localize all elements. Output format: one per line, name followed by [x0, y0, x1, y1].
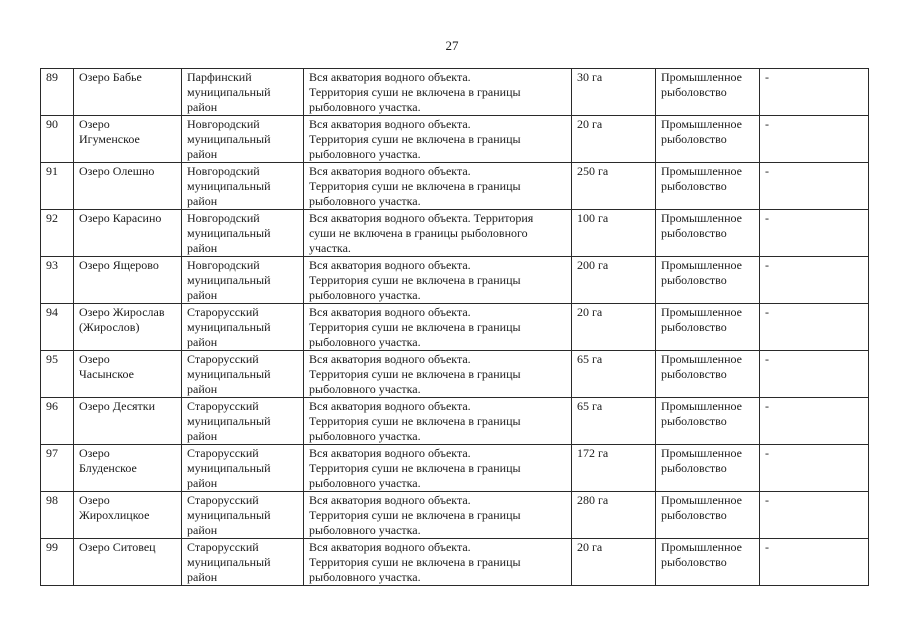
boundary-description-cell-line: Территория суши не включена в границы: [309, 132, 521, 146]
usage-type-cell-line: рыболовство: [661, 85, 727, 99]
usage-type-cell-line: рыболовство: [661, 132, 727, 146]
district-cell-line: муниципальный: [187, 508, 271, 522]
boundary-description-cell-line: рыболовного участка.: [309, 147, 421, 161]
table-row: [41, 163, 869, 210]
area-cell: 20 га: [572, 539, 656, 586]
district-cell-line: Новгородский: [187, 164, 260, 178]
boundary-description-cell-line: рыболовного участка.: [309, 100, 421, 114]
lake-name-cell: [74, 304, 182, 351]
boundary-description-cell-line: Территория суши не включена в границы: [309, 461, 521, 475]
lake-name-cell-line: Озеро: [79, 352, 110, 366]
district-cell-line: муниципальный: [187, 132, 271, 146]
lake-name-cell-line: Блуденское: [79, 461, 137, 475]
lake-name-cell: [74, 163, 182, 210]
usage-type-cell-line: Промышленное: [661, 399, 742, 413]
row-number-cell: 99: [41, 539, 74, 586]
lake-name-cell-line: Игуменское: [79, 132, 140, 146]
boundary-description-cell: [304, 304, 572, 351]
lake-name-cell-line: Озеро Олешно: [79, 164, 155, 178]
boundary-description-cell-line: рыболовного участка.: [309, 476, 421, 490]
note-cell: -: [760, 539, 869, 586]
district-cell-line: район: [187, 241, 218, 255]
boundary-description-cell-line: рыболовного участка.: [309, 570, 421, 584]
boundary-description-cell-line: рыболовного участка.: [309, 194, 421, 208]
fishing-areas-table: [40, 68, 869, 586]
lake-name-cell-line: Озеро: [79, 493, 110, 507]
district-cell-line: Старорусский: [187, 493, 259, 507]
boundary-description-cell-line: рыболовного участка.: [309, 523, 421, 537]
usage-type-cell-line: рыболовство: [661, 508, 727, 522]
lake-name-cell-line: Озеро Карасино: [79, 211, 162, 225]
district-cell: [182, 257, 304, 304]
lake-name-cell: [74, 257, 182, 304]
district-cell-line: Парфинский: [187, 70, 252, 84]
usage-type-cell: [656, 445, 760, 492]
usage-type-cell: [656, 398, 760, 445]
area-cell: 250 га: [572, 163, 656, 210]
district-cell-line: Новгородский: [187, 211, 260, 225]
note-cell: -: [760, 69, 869, 116]
district-cell: [182, 69, 304, 116]
note-cell: -: [760, 163, 869, 210]
lake-name-cell: [74, 210, 182, 257]
boundary-description-cell-line: Территория суши не включена в границы: [309, 555, 521, 569]
boundary-description-cell-line: Вся акватория водного объекта.: [309, 117, 471, 131]
boundary-description-cell-line: Вся акватория водного объекта.: [309, 399, 471, 413]
boundary-description-cell-line: рыболовного участка.: [309, 335, 421, 349]
district-cell-line: район: [187, 194, 218, 208]
district-cell: [182, 492, 304, 539]
district-cell-line: муниципальный: [187, 414, 271, 428]
lake-name-cell-line: Озеро Ситовец: [79, 540, 156, 554]
usage-type-cell-line: рыболовство: [661, 414, 727, 428]
row-number-cell: 89: [41, 69, 74, 116]
row-number-cell: 92: [41, 210, 74, 257]
district-cell-line: муниципальный: [187, 179, 271, 193]
table-row: [41, 445, 869, 492]
district-cell: [182, 351, 304, 398]
table-row: [41, 116, 869, 163]
usage-type-cell-line: рыболовство: [661, 367, 727, 381]
table-row: [41, 539, 869, 586]
usage-type-cell: [656, 116, 760, 163]
district-cell-line: муниципальный: [187, 85, 271, 99]
area-cell: 30 га: [572, 69, 656, 116]
note-cell: -: [760, 445, 869, 492]
district-cell-line: район: [187, 476, 218, 490]
lake-name-cell: [74, 492, 182, 539]
table-row: [41, 210, 869, 257]
usage-type-cell-line: Промышленное: [661, 493, 742, 507]
district-cell-line: Старорусский: [187, 305, 259, 319]
boundary-description-cell-line: Вся акватория водного объекта.: [309, 493, 471, 507]
note-cell: -: [760, 492, 869, 539]
row-number-cell: 94: [41, 304, 74, 351]
row-number-cell: 97: [41, 445, 74, 492]
district-cell-line: муниципальный: [187, 555, 271, 569]
district-cell-line: Старорусский: [187, 399, 259, 413]
boundary-description-cell-line: Территория суши не включена в границы: [309, 85, 521, 99]
boundary-description-cell-line: Территория суши не включена в границы: [309, 273, 521, 287]
table-row: [41, 69, 869, 116]
area-cell: 20 га: [572, 116, 656, 163]
row-number-cell: 96: [41, 398, 74, 445]
row-number-cell: 91: [41, 163, 74, 210]
row-number-cell: 93: [41, 257, 74, 304]
boundary-description-cell-line: Вся акватория водного объекта.: [309, 164, 471, 178]
usage-type-cell-line: рыболовство: [661, 179, 727, 193]
boundary-description-cell-line: рыболовного участка.: [309, 429, 421, 443]
lake-name-cell: [74, 116, 182, 163]
table-row: [41, 351, 869, 398]
usage-type-cell: [656, 304, 760, 351]
district-cell-line: Старорусский: [187, 540, 259, 554]
district-cell: [182, 210, 304, 257]
boundary-description-cell: [304, 210, 572, 257]
area-cell: 172 га: [572, 445, 656, 492]
boundary-description-cell-line: рыболовного участка.: [309, 288, 421, 302]
boundary-description-cell-line: Территория суши не включена в границы: [309, 367, 521, 381]
usage-type-cell-line: Промышленное: [661, 305, 742, 319]
lake-name-cell: [74, 351, 182, 398]
table-row: [41, 398, 869, 445]
boundary-description-cell-line: Вся акватория водного объекта.: [309, 258, 471, 272]
boundary-description-cell: [304, 69, 572, 116]
note-cell: -: [760, 210, 869, 257]
area-cell: 65 га: [572, 351, 656, 398]
district-cell-line: муниципальный: [187, 367, 271, 381]
area-cell: 280 га: [572, 492, 656, 539]
district-cell: [182, 116, 304, 163]
table-row: [41, 304, 869, 351]
usage-type-cell-line: Промышленное: [661, 540, 742, 554]
note-cell: -: [760, 304, 869, 351]
lake-name-cell-line: (Жирослов): [79, 320, 140, 334]
lake-name-cell: [74, 539, 182, 586]
usage-type-cell: [656, 351, 760, 398]
note-cell: -: [760, 116, 869, 163]
usage-type-cell: [656, 163, 760, 210]
district-cell-line: Старорусский: [187, 352, 259, 366]
district-cell-line: район: [187, 288, 218, 302]
district-cell-line: район: [187, 100, 218, 114]
boundary-description-cell: [304, 351, 572, 398]
usage-type-cell-line: рыболовство: [661, 320, 727, 334]
boundary-description-cell-line: рыболовного участка.: [309, 382, 421, 396]
usage-type-cell: [656, 210, 760, 257]
lake-name-cell-line: Озеро Десятки: [79, 399, 156, 413]
boundary-description-cell-line: Вся акватория водного объекта.: [309, 540, 471, 554]
note-cell: -: [760, 257, 869, 304]
usage-type-cell: [656, 539, 760, 586]
lake-name-cell-line: Жирохлицкое: [79, 508, 150, 522]
district-cell-line: Старорусский: [187, 446, 259, 460]
row-number-cell: 90: [41, 116, 74, 163]
district-cell-line: район: [187, 382, 218, 396]
lake-name-cell-line: Озеро Ящерово: [79, 258, 159, 272]
boundary-description-cell-line: Вся акватория водного объекта.: [309, 305, 471, 319]
boundary-description-cell: [304, 539, 572, 586]
district-cell: [182, 398, 304, 445]
usage-type-cell-line: Промышленное: [661, 164, 742, 178]
usage-type-cell-line: Промышленное: [661, 352, 742, 366]
district-cell-line: Новгородский: [187, 117, 260, 131]
area-cell: 65 га: [572, 398, 656, 445]
district-cell-line: район: [187, 335, 218, 349]
boundary-description-cell: [304, 398, 572, 445]
district-cell-line: район: [187, 147, 218, 161]
boundary-description-cell-line: Вся акватория водного объекта.: [309, 352, 471, 366]
usage-type-cell-line: рыболовство: [661, 273, 727, 287]
lake-name-cell-line: Озеро Бабье: [79, 70, 142, 84]
district-cell-line: район: [187, 570, 218, 584]
area-cell: 200 га: [572, 257, 656, 304]
boundary-description-cell: [304, 492, 572, 539]
district-cell-line: Новгородский: [187, 258, 260, 272]
boundary-description-cell-line: участка.: [309, 241, 351, 255]
row-number-cell: 95: [41, 351, 74, 398]
boundary-description-cell: [304, 116, 572, 163]
district-cell-line: муниципальный: [187, 461, 271, 475]
note-cell: -: [760, 351, 869, 398]
usage-type-cell-line: рыболовство: [661, 226, 727, 240]
boundary-description-cell-line: Территория суши не включена в границы: [309, 320, 521, 334]
page-number: 27: [445, 38, 459, 53]
district-cell-line: муниципальный: [187, 273, 271, 287]
usage-type-cell-line: Промышленное: [661, 70, 742, 84]
usage-type-cell: [656, 492, 760, 539]
boundary-description-cell-line: Территория суши не включена в границы: [309, 414, 521, 428]
boundary-description-cell-line: Территория суши не включена в границы: [309, 508, 521, 522]
area-cell: 20 га: [572, 304, 656, 351]
usage-type-cell-line: Промышленное: [661, 446, 742, 460]
usage-type-cell-line: рыболовство: [661, 555, 727, 569]
lake-name-cell: [74, 398, 182, 445]
lake-name-cell-line: Озеро: [79, 117, 110, 131]
usage-type-cell-line: Промышленное: [661, 258, 742, 272]
boundary-description-cell-line: Вся акватория водного объекта.: [309, 70, 471, 84]
lake-name-cell-line: Часынское: [79, 367, 134, 381]
lake-name-cell: [74, 445, 182, 492]
district-cell-line: муниципальный: [187, 320, 271, 334]
boundary-description-cell-line: Территория суши не включена в границы: [309, 179, 521, 193]
lake-name-cell: [74, 69, 182, 116]
district-cell: [182, 445, 304, 492]
boundary-description-cell: [304, 257, 572, 304]
note-cell: -: [760, 398, 869, 445]
boundary-description-cell-line: Вся акватория водного объекта. Территория: [309, 211, 534, 225]
district-cell-line: муниципальный: [187, 226, 271, 240]
usage-type-cell-line: Промышленное: [661, 211, 742, 225]
usage-type-cell-line: Промышленное: [661, 117, 742, 131]
table-body: [41, 69, 869, 586]
district-cell-line: район: [187, 429, 218, 443]
district-cell: [182, 304, 304, 351]
lake-name-cell-line: Озеро Жирослав: [79, 305, 165, 319]
boundary-description-cell-line: суши не включена в границы рыболовного: [309, 226, 528, 240]
district-cell-line: район: [187, 523, 218, 537]
table-row: [41, 492, 869, 539]
area-cell: 100 га: [572, 210, 656, 257]
boundary-description-cell: [304, 163, 572, 210]
row-number-cell: 98: [41, 492, 74, 539]
district-cell: [182, 539, 304, 586]
lake-name-cell-line: Озеро: [79, 446, 110, 460]
table-row: [41, 257, 869, 304]
usage-type-cell: [656, 69, 760, 116]
usage-type-cell-line: рыболовство: [661, 461, 727, 475]
boundary-description-cell: [304, 445, 572, 492]
boundary-description-cell-line: Вся акватория водного объекта.: [309, 446, 471, 460]
usage-type-cell: [656, 257, 760, 304]
district-cell: [182, 163, 304, 210]
